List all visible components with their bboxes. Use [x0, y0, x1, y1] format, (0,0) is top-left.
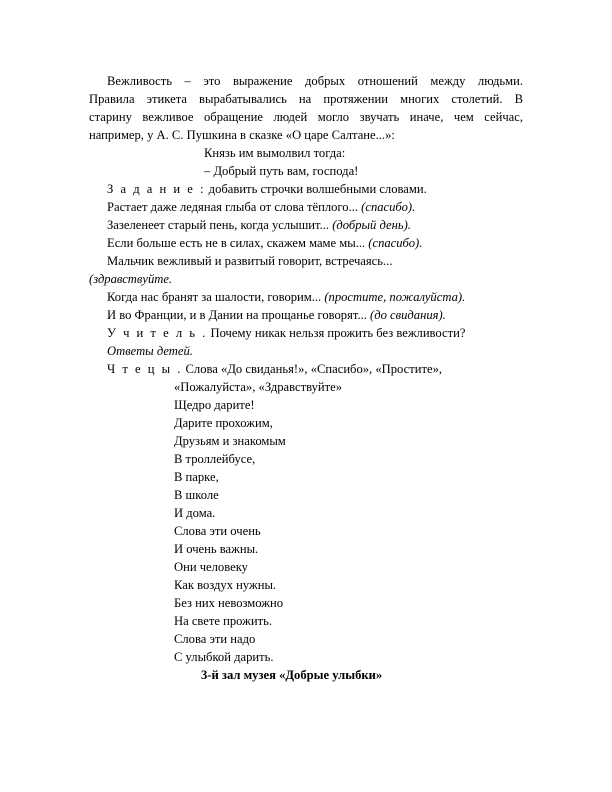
riddle-text: Зазеленеет старый пень, когда услышит... — [107, 218, 333, 232]
riddle-text: И во Франции, и в Дании на прощанье говорят... — [107, 308, 371, 322]
poem-line: Без них невозможно — [174, 596, 283, 610]
riddle-line-3 — [107, 235, 422, 251]
riddle-text: Растает даже ледяная глыба от слова тёплого... — [107, 200, 362, 214]
riddle-line-1 — [107, 199, 415, 215]
poem-line: С улыбкой дарить. — [174, 650, 274, 664]
teacher-line — [107, 325, 465, 341]
task-line — [107, 181, 427, 197]
task-label: З а д а н и е : — [107, 182, 206, 196]
readers-line-1 — [107, 361, 442, 377]
riddle-answer: (до свидания). — [370, 308, 446, 322]
section-title-text: 3-й зал музея «Добрые улыбки» — [201, 668, 383, 682]
intro-line-4: например, у А. С. Пушкина в сказке «О царе Салтане...»: — [89, 128, 395, 142]
poem-line: В парке, — [174, 470, 219, 484]
quote-line-2: – Добрый путь вам, господа! — [204, 164, 359, 178]
riddle-answer: (спасибо). — [368, 236, 423, 250]
poem-line: Как воздух нужны. — [174, 578, 277, 592]
riddle-text: Когда нас бранят за шалости, говорим... — [107, 290, 325, 304]
intro-line-1: Вежливость – это выражение добрых отношений между людьми. — [107, 74, 523, 88]
teacher-label: У ч и т е л ь . — [107, 326, 208, 340]
riddle-line-4 — [107, 253, 392, 269]
riddle-text: Мальчик вежливый и развитый говорит, встречаясь... — [107, 254, 393, 268]
poem-line: Щедро дарите! — [174, 398, 255, 412]
poem-line: Они человеку — [174, 560, 248, 574]
riddle-answer: (спасибо). — [361, 200, 416, 214]
readers-text: Слова «До свиданья!», «Спасибо», «Простите», — [185, 362, 443, 376]
riddle-text: Если больше есть не в силах, скажем маме мы... — [107, 236, 369, 250]
poem-line: В троллейбусе, — [174, 452, 256, 466]
riddle-answer: (здравствуйте. — [89, 272, 173, 286]
answers-line — [107, 343, 193, 359]
riddle-line-6 — [107, 289, 465, 305]
task-text: добавить строчки волшебными словами. — [208, 182, 427, 196]
poem-line: И очень важны. — [174, 542, 259, 556]
poem-line: Дарите прохожим, — [174, 416, 273, 430]
intro-line-2: Правила этикета вырабатывались на протяжении многих столетий. В — [89, 92, 523, 106]
intro-line-3: старину вежливое обращение людей могло звучать иначе, чем сейчас, — [89, 110, 523, 124]
riddle-line-5 — [89, 271, 172, 287]
poem-line: Слова эти очень — [174, 524, 261, 538]
poem-line: Друзьям и знакомым — [174, 434, 286, 448]
poem-line: На свете прожить. — [174, 614, 272, 628]
poem-line: В школе — [174, 488, 219, 502]
riddle-line-2 — [107, 217, 411, 233]
riddle-answer: (добрый день). — [332, 218, 411, 232]
quote-line-1: Князь им вымолвил тогда: — [204, 146, 346, 160]
poem-line: Слова эти надо — [174, 632, 256, 646]
teacher-text: Почему никак нельзя прожить без вежливости? — [210, 326, 466, 340]
readers-label: Ч т е ц ы . — [107, 362, 183, 376]
riddle-answer: (простите, пожалуйста). — [324, 290, 466, 304]
readers-line-2: «Пожалуйста», «Здравствуйте» — [174, 380, 343, 394]
section-title — [201, 667, 382, 683]
poem-line: И дома. — [174, 506, 216, 520]
answers-label: Ответы детей. — [107, 344, 193, 358]
riddle-line-7 — [107, 307, 446, 323]
